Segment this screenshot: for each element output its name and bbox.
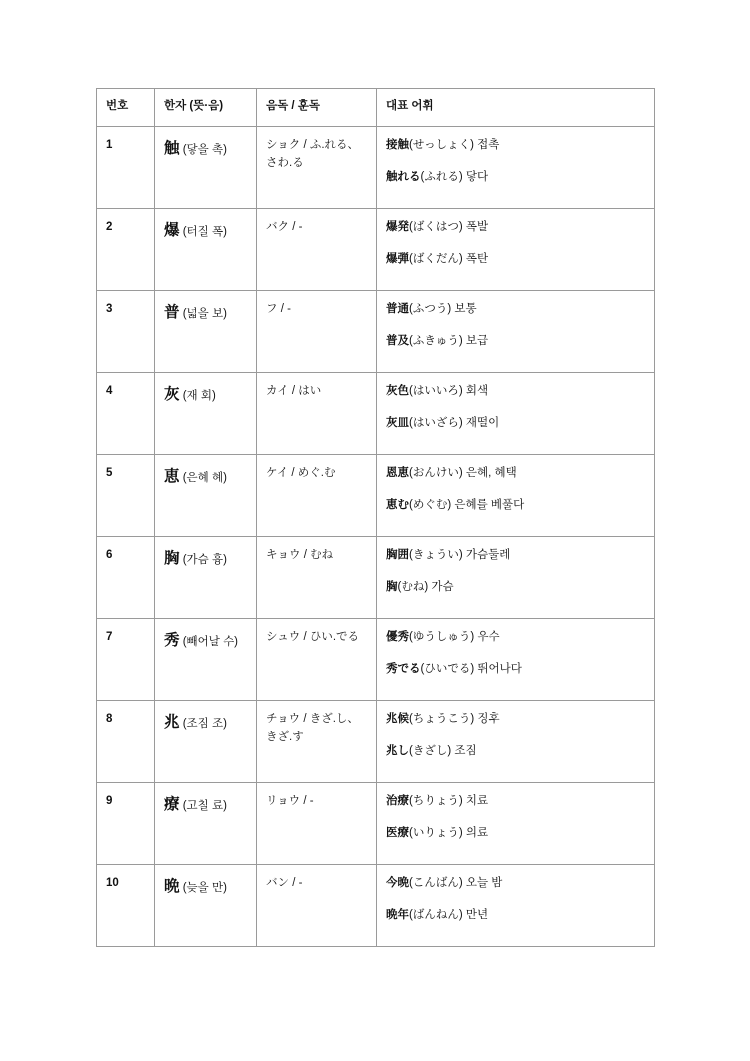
cell-reading: フ / - bbox=[257, 290, 377, 372]
hanja-meaning: (고칠 료) bbox=[182, 799, 227, 812]
vocabulary-gloss: 은혜, 혜택 bbox=[465, 466, 517, 479]
vocabulary-kana: (むね) bbox=[397, 581, 429, 594]
table-row bbox=[97, 208, 655, 290]
vocabulary-kana: (はいざら) bbox=[409, 417, 463, 430]
cell-reading: チョウ / きざ.し、きざ.す bbox=[257, 700, 377, 782]
vocabulary-entry bbox=[386, 661, 645, 678]
vocabulary-word: 普通 bbox=[386, 302, 409, 315]
vocabulary-word: 爆弾 bbox=[386, 253, 409, 266]
vocabulary-entry bbox=[386, 875, 645, 892]
hanja-character: 普 bbox=[164, 303, 180, 321]
hanja-meaning: (터질 폭) bbox=[182, 225, 227, 238]
vocabulary-kana: (せっしょく) bbox=[409, 138, 474, 151]
column-header-hanja: 한자 (뜻·음) bbox=[155, 89, 257, 127]
vocabulary-entry bbox=[386, 465, 645, 482]
table-row bbox=[97, 372, 655, 454]
cell-reading: リョウ / - bbox=[257, 782, 377, 864]
cell-reading: ケイ / めぐ.む bbox=[257, 454, 377, 536]
cell-number: 2 bbox=[97, 208, 155, 290]
hanja-meaning: (재 회) bbox=[182, 389, 216, 402]
vocabulary-gloss: 은혜를 베풀다 bbox=[454, 499, 525, 512]
vocabulary-gloss: 닿다 bbox=[465, 171, 489, 184]
hanja-meaning: (늦을 만) bbox=[182, 881, 227, 894]
vocabulary-entry bbox=[386, 907, 645, 924]
cell-hanja bbox=[155, 864, 257, 946]
table-row bbox=[97, 864, 655, 946]
kanji-table bbox=[96, 88, 655, 947]
hanja-character: 秀 bbox=[164, 631, 180, 649]
cell-number: 5 bbox=[97, 454, 155, 536]
cell-number: 3 bbox=[97, 290, 155, 372]
vocabulary-gloss: 보급 bbox=[465, 335, 489, 348]
vocabulary-word: 灰色 bbox=[386, 384, 409, 397]
vocabulary-entry bbox=[386, 793, 645, 810]
cell-hanja bbox=[155, 454, 257, 536]
vocabulary-word: 爆発 bbox=[386, 220, 409, 233]
cell-number: 9 bbox=[97, 782, 155, 864]
cell-number: 8 bbox=[97, 700, 155, 782]
vocabulary-word: 晩年 bbox=[386, 909, 409, 922]
vocabulary-kana: (ばんねん) bbox=[409, 909, 463, 922]
vocabulary-entry bbox=[386, 825, 645, 842]
vocabulary-word: 医療 bbox=[386, 827, 409, 840]
vocabulary-entry bbox=[386, 743, 645, 760]
cell-hanja bbox=[155, 290, 257, 372]
cell-hanja bbox=[155, 782, 257, 864]
vocabulary-kana: (ばくだん) bbox=[409, 253, 463, 266]
table-row bbox=[97, 700, 655, 782]
table-header bbox=[97, 89, 655, 127]
hanja-character: 兆 bbox=[164, 713, 180, 731]
cell-vocabulary bbox=[377, 208, 655, 290]
vocabulary-gloss: 만년 bbox=[465, 909, 489, 922]
cell-number: 4 bbox=[97, 372, 155, 454]
vocabulary-entry bbox=[386, 251, 645, 268]
vocabulary-gloss: 뛰어나다 bbox=[477, 663, 522, 676]
vocabulary-kana: (めぐむ) bbox=[409, 499, 452, 512]
hanja-meaning: (조짐 조) bbox=[182, 717, 227, 730]
vocabulary-gloss: 조짐 bbox=[454, 745, 477, 758]
vocabulary-word: 胸囲 bbox=[386, 548, 409, 561]
cell-hanja bbox=[155, 618, 257, 700]
cell-number: 10 bbox=[97, 864, 155, 946]
cell-number: 6 bbox=[97, 536, 155, 618]
vocabulary-kana: (ちりょう) bbox=[409, 794, 463, 807]
vocabulary-kana: (ふきゅう) bbox=[409, 335, 463, 348]
table-row bbox=[97, 454, 655, 536]
vocabulary-kana: (ちょうこう) bbox=[409, 712, 475, 725]
hanja-character: 触 bbox=[164, 139, 180, 157]
hanja-meaning: (은혜 혜) bbox=[182, 471, 227, 484]
vocabulary-entry bbox=[386, 711, 645, 728]
vocabulary-word: 兆候 bbox=[386, 712, 409, 725]
hanja-character: 胸 bbox=[164, 549, 180, 567]
vocabulary-entry bbox=[386, 137, 645, 154]
cell-hanja bbox=[155, 126, 257, 208]
cell-number: 1 bbox=[97, 126, 155, 208]
table-body bbox=[97, 126, 655, 946]
vocabulary-gloss: 접촉 bbox=[477, 138, 500, 151]
vocabulary-gloss: 폭발 bbox=[465, 220, 489, 233]
cell-reading: シュウ / ひい.でる bbox=[257, 618, 377, 700]
cell-reading: バク / - bbox=[257, 208, 377, 290]
vocabulary-kana: (いりょう) bbox=[409, 827, 463, 840]
vocabulary-entry bbox=[386, 415, 645, 432]
vocabulary-gloss: 재떨이 bbox=[465, 417, 500, 430]
table-row bbox=[97, 290, 655, 372]
hanja-meaning: (넓을 보) bbox=[182, 307, 227, 320]
vocabulary-entry bbox=[386, 579, 645, 596]
vocabulary-gloss: 폭탄 bbox=[465, 253, 489, 266]
cell-vocabulary bbox=[377, 126, 655, 208]
vocabulary-word: 触れる bbox=[386, 171, 421, 184]
vocabulary-gloss: 치료 bbox=[465, 794, 489, 807]
vocabulary-word: 灰皿 bbox=[386, 417, 409, 430]
hanja-character: 灰 bbox=[164, 385, 180, 403]
vocabulary-gloss: 오늘 밤 bbox=[465, 876, 503, 889]
vocabulary-word: 普及 bbox=[386, 335, 409, 348]
cell-vocabulary bbox=[377, 700, 655, 782]
vocabulary-word: 恩恵 bbox=[386, 466, 409, 479]
cell-vocabulary bbox=[377, 864, 655, 946]
cell-hanja bbox=[155, 372, 257, 454]
hanja-meaning: (닿을 촉) bbox=[182, 143, 227, 156]
hanja-character: 療 bbox=[164, 795, 180, 813]
column-header-vocabulary: 대표 어휘 bbox=[377, 89, 655, 127]
cell-reading: カイ / はい bbox=[257, 372, 377, 454]
cell-reading: ショク / ふ.れる、さわ.る bbox=[257, 126, 377, 208]
vocabulary-word: 今晩 bbox=[386, 876, 409, 889]
vocabulary-entry bbox=[386, 169, 645, 186]
table-row bbox=[97, 782, 655, 864]
table-row bbox=[97, 618, 655, 700]
hanja-character: 恵 bbox=[164, 467, 180, 485]
cell-vocabulary bbox=[377, 290, 655, 372]
table-header-row bbox=[97, 89, 655, 127]
vocabulary-gloss: 우수 bbox=[477, 630, 500, 643]
vocabulary-kana: (きょうい) bbox=[409, 548, 463, 561]
hanja-meaning: (빼어날 수) bbox=[182, 635, 239, 648]
vocabulary-entry bbox=[386, 301, 645, 318]
cell-reading: バン / - bbox=[257, 864, 377, 946]
vocabulary-gloss: 가슴 bbox=[431, 581, 454, 594]
vocabulary-kana: (はいいろ) bbox=[409, 384, 463, 397]
column-header-reading: 음독 / 훈독 bbox=[257, 89, 377, 127]
cell-vocabulary bbox=[377, 618, 655, 700]
vocabulary-word: 恵む bbox=[386, 499, 409, 512]
vocabulary-entry bbox=[386, 629, 645, 646]
hanja-character: 晩 bbox=[164, 877, 180, 895]
vocabulary-kana: (ゆうしゅう) bbox=[409, 630, 475, 643]
vocabulary-gloss: 의료 bbox=[465, 827, 489, 840]
vocabulary-kana: (きざし) bbox=[409, 745, 452, 758]
hanja-character: 爆 bbox=[164, 221, 180, 239]
hanja-meaning: (가슴 흉) bbox=[182, 553, 227, 566]
vocabulary-gloss: 보통 bbox=[454, 302, 477, 315]
vocabulary-entry bbox=[386, 333, 645, 350]
cell-hanja bbox=[155, 536, 257, 618]
cell-reading: キョウ / むね bbox=[257, 536, 377, 618]
vocabulary-gloss: 징후 bbox=[477, 712, 500, 725]
cell-vocabulary bbox=[377, 372, 655, 454]
vocabulary-word: 兆し bbox=[386, 745, 409, 758]
vocabulary-gloss: 회색 bbox=[465, 384, 489, 397]
vocabulary-entry bbox=[386, 383, 645, 400]
vocabulary-kana: (おんけい) bbox=[409, 466, 463, 479]
vocabulary-kana: (ふれる) bbox=[420, 171, 463, 184]
vocabulary-entry bbox=[386, 219, 645, 236]
cell-number: 7 bbox=[97, 618, 155, 700]
cell-vocabulary bbox=[377, 536, 655, 618]
vocabulary-kana: (こんばん) bbox=[409, 876, 463, 889]
cell-hanja bbox=[155, 208, 257, 290]
vocabulary-word: 治療 bbox=[386, 794, 409, 807]
vocabulary-entry bbox=[386, 497, 645, 514]
vocabulary-entry bbox=[386, 547, 645, 564]
cell-vocabulary bbox=[377, 782, 655, 864]
vocabulary-word: 接触 bbox=[386, 138, 409, 151]
table-row bbox=[97, 126, 655, 208]
vocabulary-kana: (ふつう) bbox=[409, 302, 452, 315]
vocabulary-kana: (ひいでる) bbox=[420, 663, 475, 676]
vocabulary-word: 優秀 bbox=[386, 630, 409, 643]
table-row bbox=[97, 536, 655, 618]
vocabulary-word: 胸 bbox=[386, 581, 398, 594]
vocabulary-gloss: 가슴둘레 bbox=[465, 548, 511, 561]
vocabulary-kana: (ばくはつ) bbox=[409, 220, 463, 233]
cell-hanja bbox=[155, 700, 257, 782]
cell-vocabulary bbox=[377, 454, 655, 536]
vocabulary-word: 秀でる bbox=[386, 663, 421, 676]
column-header-number: 번호 bbox=[97, 89, 155, 127]
